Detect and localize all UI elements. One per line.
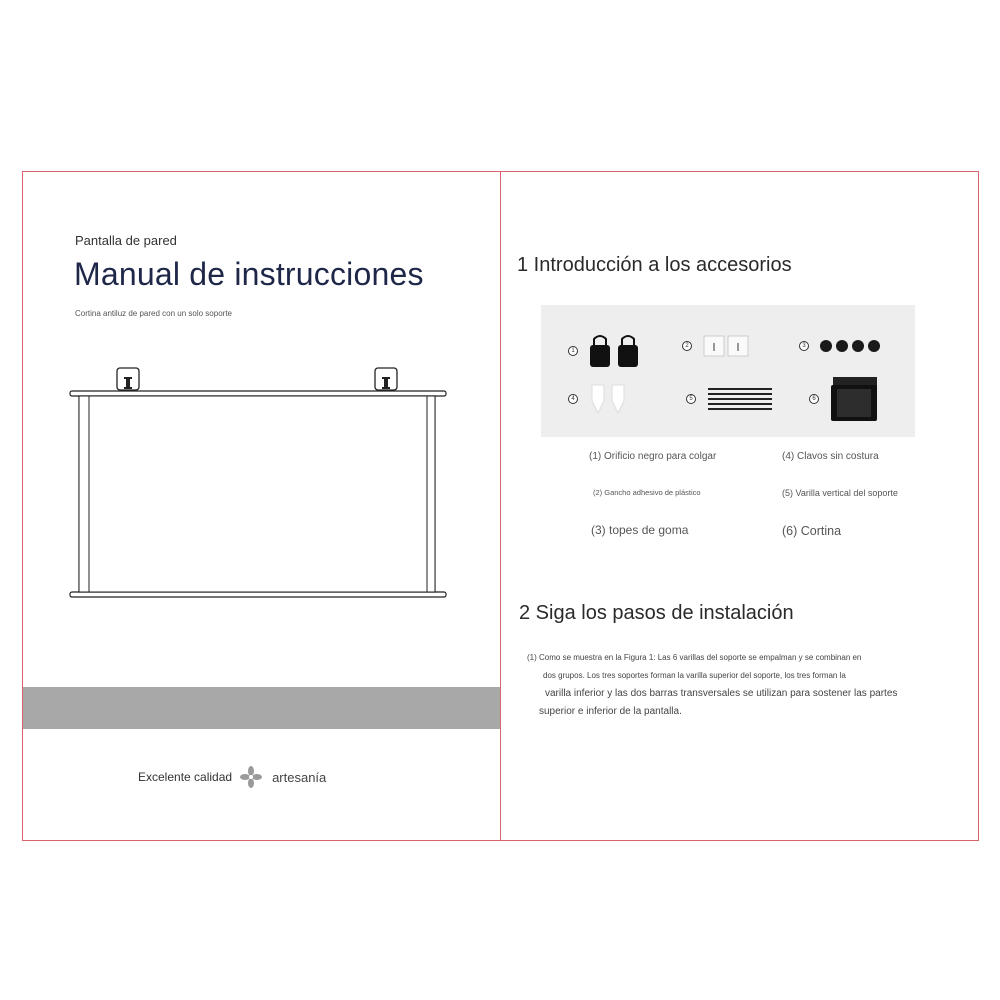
adhesive-hook-icon [702,333,750,359]
section1-title: 1 Introducción a los accesorios [517,254,792,276]
seamless-nail-icon [588,383,628,415]
paragraph-line: varilla inferior y las dos barras transversales se utilizan para sostener las partes [545,688,898,699]
footer-quality-text: Excelente calidad [138,770,233,784]
accessory-number: 5 [686,394,696,404]
rubber-stopper-icon [819,339,883,353]
paragraph-line: dos grupos. Los tres soportes forman la varilla superior del soporte, los tres forman la [543,671,846,680]
accessory-label-4: (4) Clavos sin costura [782,451,879,462]
section2-title: 2 Siga los pasos de instalación [519,602,794,624]
accessory-1 [568,333,638,369]
accessories-panel [541,305,915,437]
accessory-number: 4 [568,394,578,404]
accessory-label-2: (2) Gancho adhesivo de plástico [593,488,701,497]
accessory-number: 3 [799,341,809,351]
left-page [22,171,501,841]
support-rod-icon [706,386,774,412]
accessory-label-3: (3) topes de goma [591,523,689,537]
accessory-6 [809,375,879,423]
left-bracket-icon [117,368,139,390]
screen-illustration [63,364,453,604]
cover-caption: Cortina antiluz de pared con un solo soporte [75,309,232,318]
accessory-label-5: (5) Varilla vertical del soporte [782,488,898,498]
cover-footer [138,766,326,788]
accessory-number: 1 [568,346,578,356]
paragraph-line: (1) Como se muestra en la Figura 1: Las 6 varillas del soporte se empalman y se combinan en [527,653,862,662]
black-hanger-icon [588,333,638,369]
brand-name: artesanía [272,769,327,785]
cover-title: Manual de instrucciones [74,256,424,292]
brand-logo-icon [240,766,262,788]
accessory-3 [799,339,883,353]
curtain-icon [829,375,879,423]
right-bracket-icon [375,368,397,390]
accessory-4 [568,383,628,415]
accessory-5 [686,386,774,412]
accessory-2 [682,333,750,359]
accessory-label-6: (6) Cortina [782,524,842,538]
accessory-number: 2 [682,341,692,351]
accessory-label-1: (1) Orificio negro para colgar [589,451,717,462]
accessory-number: 6 [809,394,819,404]
right-page [500,171,979,841]
installation-paragraph [527,649,947,721]
decorative-band [23,687,500,729]
cover-subtitle: Pantalla de pared [75,233,177,248]
paragraph-line: superior e inferior de la pantalla. [539,706,682,717]
